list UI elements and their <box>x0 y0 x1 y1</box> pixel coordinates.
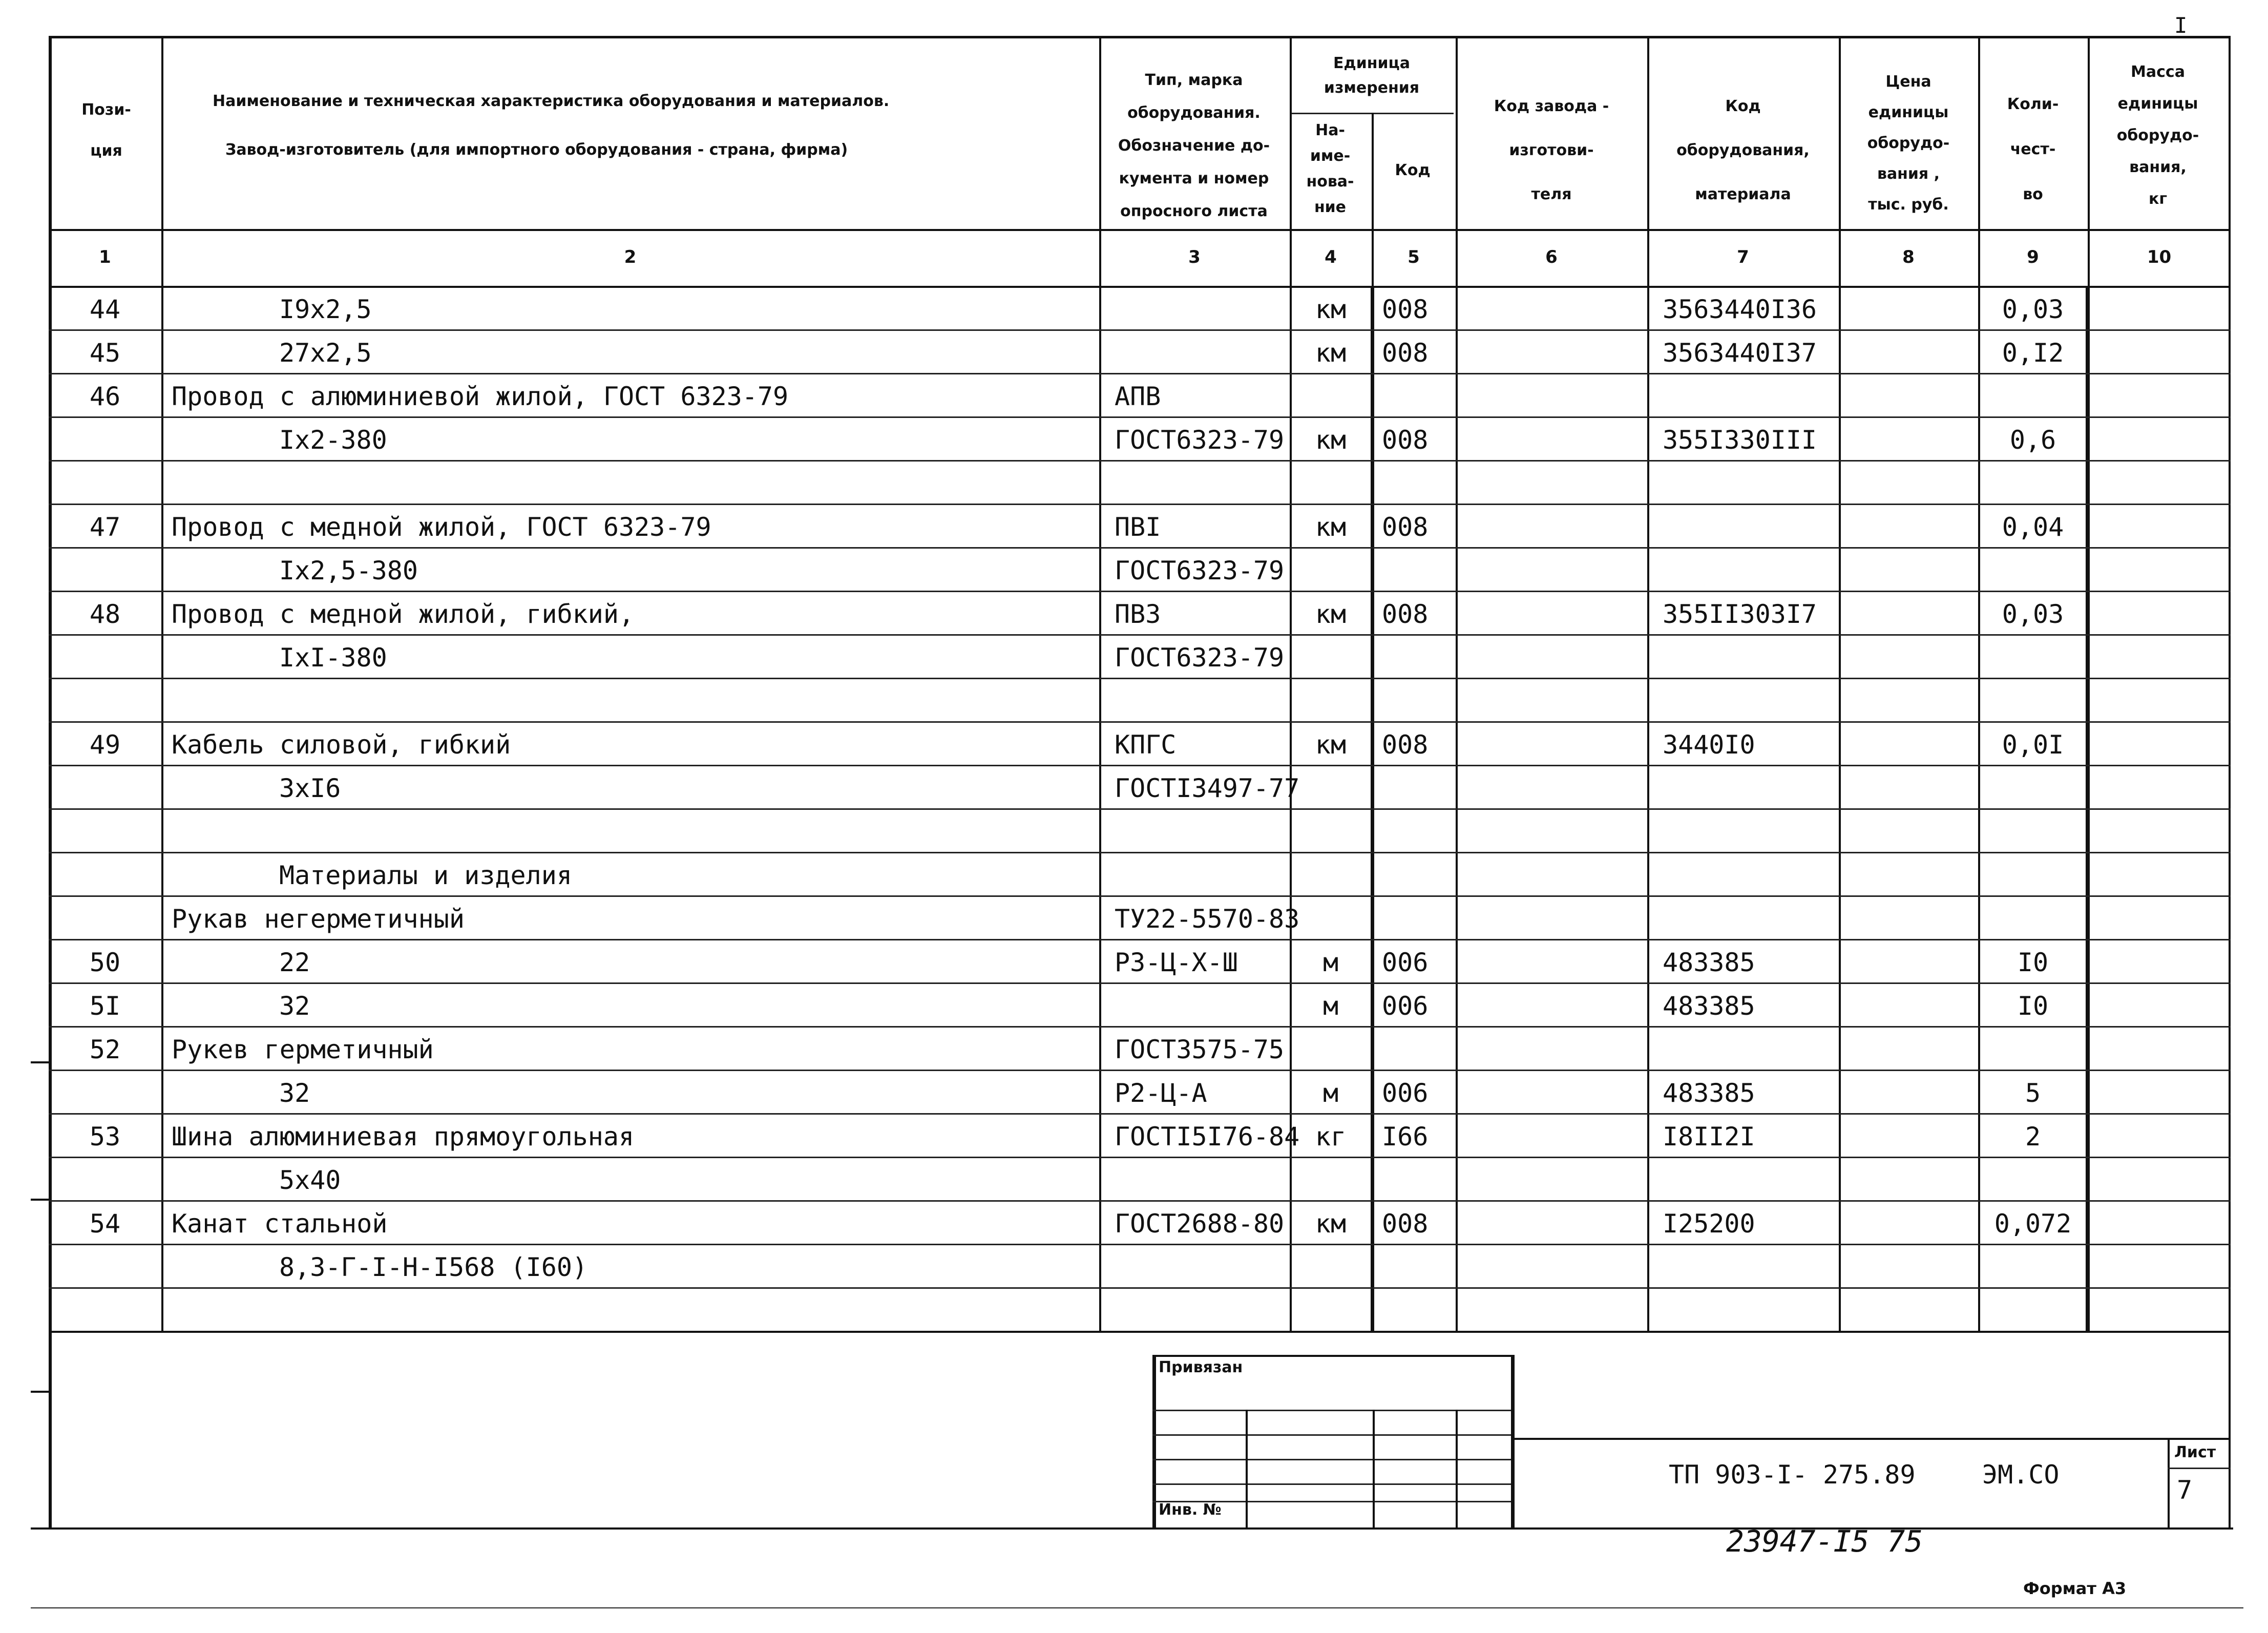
unit-code-cell: 008 <box>1382 425 1429 455</box>
paper-format: Формат А3 <box>2023 1579 2127 1598</box>
stamp-right-line <box>1511 1355 1515 1529</box>
header-name-line2: Завод-изготовитель (для импортного оборудования - страна, фирма) <box>225 141 848 159</box>
quantity-cell: 0,03 <box>2002 599 2064 629</box>
col-numbers-bottom-line <box>49 286 2231 288</box>
type-cell: ГОСТI3497-77 <box>1115 773 1300 803</box>
column-number: 10 <box>2147 247 2172 267</box>
row-separator <box>49 460 2231 462</box>
unit-name-cell: км <box>1315 295 1347 324</box>
archive-number: 23947-I5 75 <box>1726 1524 1923 1559</box>
quantity-cell: 0,072 <box>1994 1209 2072 1239</box>
material-code-cell: 3440I0 <box>1663 730 1755 760</box>
type-cell: ПВЗ <box>1115 599 1161 629</box>
item-name-cell: 5x40 <box>279 1165 341 1195</box>
item-name-cell: Шина алюминиевая прямоугольная <box>172 1122 635 1152</box>
unit-code-cell: 006 <box>1382 1078 1429 1108</box>
unit-name-cell: км <box>1315 512 1347 542</box>
stamp-grid-line <box>1456 1410 1458 1529</box>
item-name-cell: 32 <box>279 991 310 1021</box>
material-code-cell: I8II2I <box>1663 1122 1755 1152</box>
row-separator <box>49 808 2231 810</box>
position-cell: 52 <box>89 1035 121 1064</box>
unit-code-cell: 008 <box>1382 338 1429 368</box>
item-name-cell: I9x2,5 <box>279 295 372 324</box>
privyazan-label: Привязан <box>1159 1358 1243 1376</box>
sheet-cell-left-line <box>2168 1438 2170 1529</box>
unit-code-cell: 008 <box>1382 295 1429 324</box>
stamp-top-line <box>1152 1355 1511 1357</box>
item-name-cell: IxI-380 <box>279 643 387 673</box>
type-cell: ГОСТ2688-80 <box>1115 1209 1285 1239</box>
item-name-cell: Провод с алюминиевой жилой, ГОСТ 6323-79 <box>172 382 789 411</box>
quantity-cell: 0,03 <box>2002 295 2064 324</box>
quantity-cell: 0,04 <box>2002 512 2064 542</box>
header-mass: Масса единицы оборудо- вания, кг <box>2116 63 2199 208</box>
item-name-cell: 27x2,5 <box>279 338 372 368</box>
item-name-cell: Провод с медной жилой, ГОСТ 6323-79 <box>172 512 711 542</box>
material-code-cell: 483385 <box>1663 1078 1755 1108</box>
type-cell: ГОСТ6323-79 <box>1115 425 1285 455</box>
material-code-cell: 3563440I36 <box>1663 295 1817 324</box>
unit-code-cell: 008 <box>1382 512 1429 542</box>
unit-name-cell: м <box>1322 948 1339 977</box>
item-name-cell: Материалы и изделия <box>279 861 572 890</box>
row-separator <box>49 634 2231 636</box>
row-separator <box>49 1200 2231 1202</box>
document-mark: ЭМ.СО <box>1982 1460 2060 1490</box>
position-cell: 47 <box>89 512 121 542</box>
row-separator <box>49 591 2231 592</box>
type-cell: ГОСТ6323-79 <box>1115 643 1285 673</box>
column-number: 3 <box>1188 247 1201 267</box>
column-number: 1 <box>99 247 111 267</box>
unit-code-cell: I66 <box>1382 1122 1429 1152</box>
title-block-top-line <box>1511 1438 2231 1440</box>
position-cell: 50 <box>89 948 121 977</box>
row-separator <box>49 1244 2231 1245</box>
row-separator <box>49 373 2231 374</box>
header-material-code: Код оборудования, материала <box>1676 97 1810 203</box>
sheet-cell-divider <box>2168 1468 2231 1469</box>
column-number: 9 <box>2027 247 2039 267</box>
item-name-cell: 3xI6 <box>279 773 341 803</box>
item-name-cell: 8,3-Г-I-Н-I568 (I60) <box>279 1252 588 1282</box>
item-name-cell: 22 <box>279 948 310 977</box>
item-name-cell: 32 <box>279 1078 310 1108</box>
row-separator <box>49 765 2231 766</box>
quantity-cell: 2 <box>2025 1122 2041 1152</box>
row-separator <box>49 547 2231 549</box>
unit-name-cell: км <box>1315 1209 1347 1239</box>
quantity-cell: I0 <box>2017 948 2049 977</box>
row-separator <box>49 1113 2231 1115</box>
column-separator <box>1290 36 1292 1331</box>
item-name-cell: Iх2,5-380 <box>279 556 418 585</box>
header-factory-code: Код завода - изготови- теля <box>1494 97 1609 203</box>
sheet-number: 7 <box>2177 1475 2193 1505</box>
header-quantity: Коли- чест- во <box>2007 95 2059 203</box>
position-cell: 5I <box>89 991 121 1021</box>
column-number: 7 <box>1737 247 1749 267</box>
column-number: 6 <box>1545 247 1558 267</box>
header-bottom-line <box>49 229 2231 231</box>
material-code-cell: 483385 <box>1663 948 1755 977</box>
row-separator <box>49 1157 2231 1158</box>
row-separator <box>49 982 2231 984</box>
item-name-cell: Рукав негерметичный <box>172 904 465 934</box>
table-bottom-line <box>49 1331 2231 1333</box>
column-number: 4 <box>1325 247 1337 267</box>
column-separator <box>1456 36 1458 1331</box>
column-separator <box>1099 36 1101 1331</box>
row-separator <box>49 895 2231 897</box>
format-baseline <box>31 1607 2243 1608</box>
type-cell: КПГС <box>1115 730 1177 760</box>
row-separator <box>49 939 2231 940</box>
type-cell: ПВI <box>1115 512 1161 542</box>
unit-code-cell: 008 <box>1382 730 1429 760</box>
item-name-cell: Рукев герметичный <box>172 1035 434 1064</box>
row-separator <box>49 678 2231 679</box>
unit-code-cell: 008 <box>1382 1209 1429 1239</box>
type-cell: ГОСТ6323-79 <box>1115 556 1285 585</box>
position-cell: 45 <box>89 338 121 368</box>
unit-code-cell: 006 <box>1382 948 1429 977</box>
row-separator <box>49 1070 2231 1071</box>
quantity-cell: 0,6 <box>2009 425 2056 455</box>
column-number: 2 <box>624 247 637 267</box>
position-cell: 48 <box>89 599 121 629</box>
row-separator <box>49 329 2231 331</box>
quantity-cell: 0,0I <box>2002 730 2064 760</box>
type-cell: Р2-Ц-А <box>1115 1078 1207 1108</box>
unit-name-cell: м <box>1322 991 1339 1021</box>
document-code: ТП 903-I- 275.89 <box>1669 1460 1916 1490</box>
type-cell: ТУ22-5570-83 <box>1115 904 1300 934</box>
unit-name-cell: м <box>1322 1078 1339 1108</box>
type-cell: ГОСТI5I76-84 <box>1115 1122 1300 1152</box>
margin-tick <box>31 1391 50 1393</box>
unit-name-cell: км <box>1315 425 1347 455</box>
material-code-cell: I25200 <box>1663 1209 1755 1239</box>
margin-tick <box>31 1199 50 1201</box>
header-unit: Единица измерения <box>1324 54 1420 97</box>
row-separator <box>49 721 2231 723</box>
unit-name-cell: км <box>1315 599 1347 629</box>
inventory-number-label: Инв. № <box>1159 1501 1222 1519</box>
unit-name-cell: км <box>1315 730 1347 760</box>
stamp-grid-line <box>1373 1410 1375 1529</box>
material-code-cell: 355I330III <box>1663 425 1817 455</box>
quantity-cell: 5 <box>2025 1078 2041 1108</box>
column-separator <box>161 36 163 1331</box>
position-cell: 46 <box>89 382 121 411</box>
stamp-left-line <box>1152 1355 1156 1529</box>
type-cell: АПВ <box>1115 382 1161 411</box>
column-separator <box>1839 36 1841 1331</box>
unit-code-cell: 006 <box>1382 991 1429 1021</box>
row-separator <box>49 1026 2231 1028</box>
sheet-label: Лист <box>2174 1443 2216 1461</box>
column-number: 5 <box>1408 247 1420 267</box>
column-separator <box>1647 36 1649 1331</box>
header-type: Тип, марка оборудования. Обозначение до- кумента и номер опросного листа <box>1118 71 1270 220</box>
material-code-cell: 3563440I37 <box>1663 338 1817 368</box>
material-code-cell: 355II303I7 <box>1663 599 1817 629</box>
unit-name-cell: кг <box>1315 1122 1347 1152</box>
item-name-cell: Iх2-380 <box>279 425 387 455</box>
column-number: 8 <box>1902 247 1915 267</box>
position-cell: 53 <box>89 1122 121 1152</box>
position-cell: 54 <box>89 1209 121 1239</box>
position-cell: 49 <box>89 730 121 760</box>
header-unit-code: Код <box>1395 161 1431 179</box>
item-name-cell: Провод с медной жилой, гибкий, <box>172 599 635 629</box>
header-price: Цена единицы оборудо- вания , тыс. руб. <box>1867 73 1950 214</box>
material-code-cell: 483385 <box>1663 991 1755 1021</box>
row-separator <box>49 852 2231 853</box>
quantity-cell: 0,I2 <box>2002 338 2064 368</box>
header-name-line1: Наименование и техническая характеристика оборудования и материалов. <box>213 92 890 110</box>
row-separator <box>49 504 2231 505</box>
margin-tick <box>31 1061 50 1063</box>
corner-mark: I <box>2174 13 2188 38</box>
quantity-cell: I0 <box>2017 991 2049 1021</box>
item-name-cell: Кабель силовой, гибкий <box>172 730 511 760</box>
type-cell: ГОСТ3575-75 <box>1115 1035 1285 1064</box>
header-position: Пози- ция <box>81 101 131 160</box>
stamp-grid-line <box>1246 1410 1248 1529</box>
column-separator <box>1978 36 1980 1331</box>
type-cell: РЗ-Ц-Х-Ш <box>1115 948 1238 977</box>
position-cell: 44 <box>89 295 121 324</box>
item-name-cell: Канат стальной <box>172 1209 388 1239</box>
unit-code-cell: 008 <box>1382 599 1429 629</box>
unit-name-cell: км <box>1315 338 1347 368</box>
row-separator <box>49 1287 2231 1289</box>
header-unit-name: На- име- нова- ние <box>1306 121 1354 216</box>
row-separator <box>49 416 2231 418</box>
